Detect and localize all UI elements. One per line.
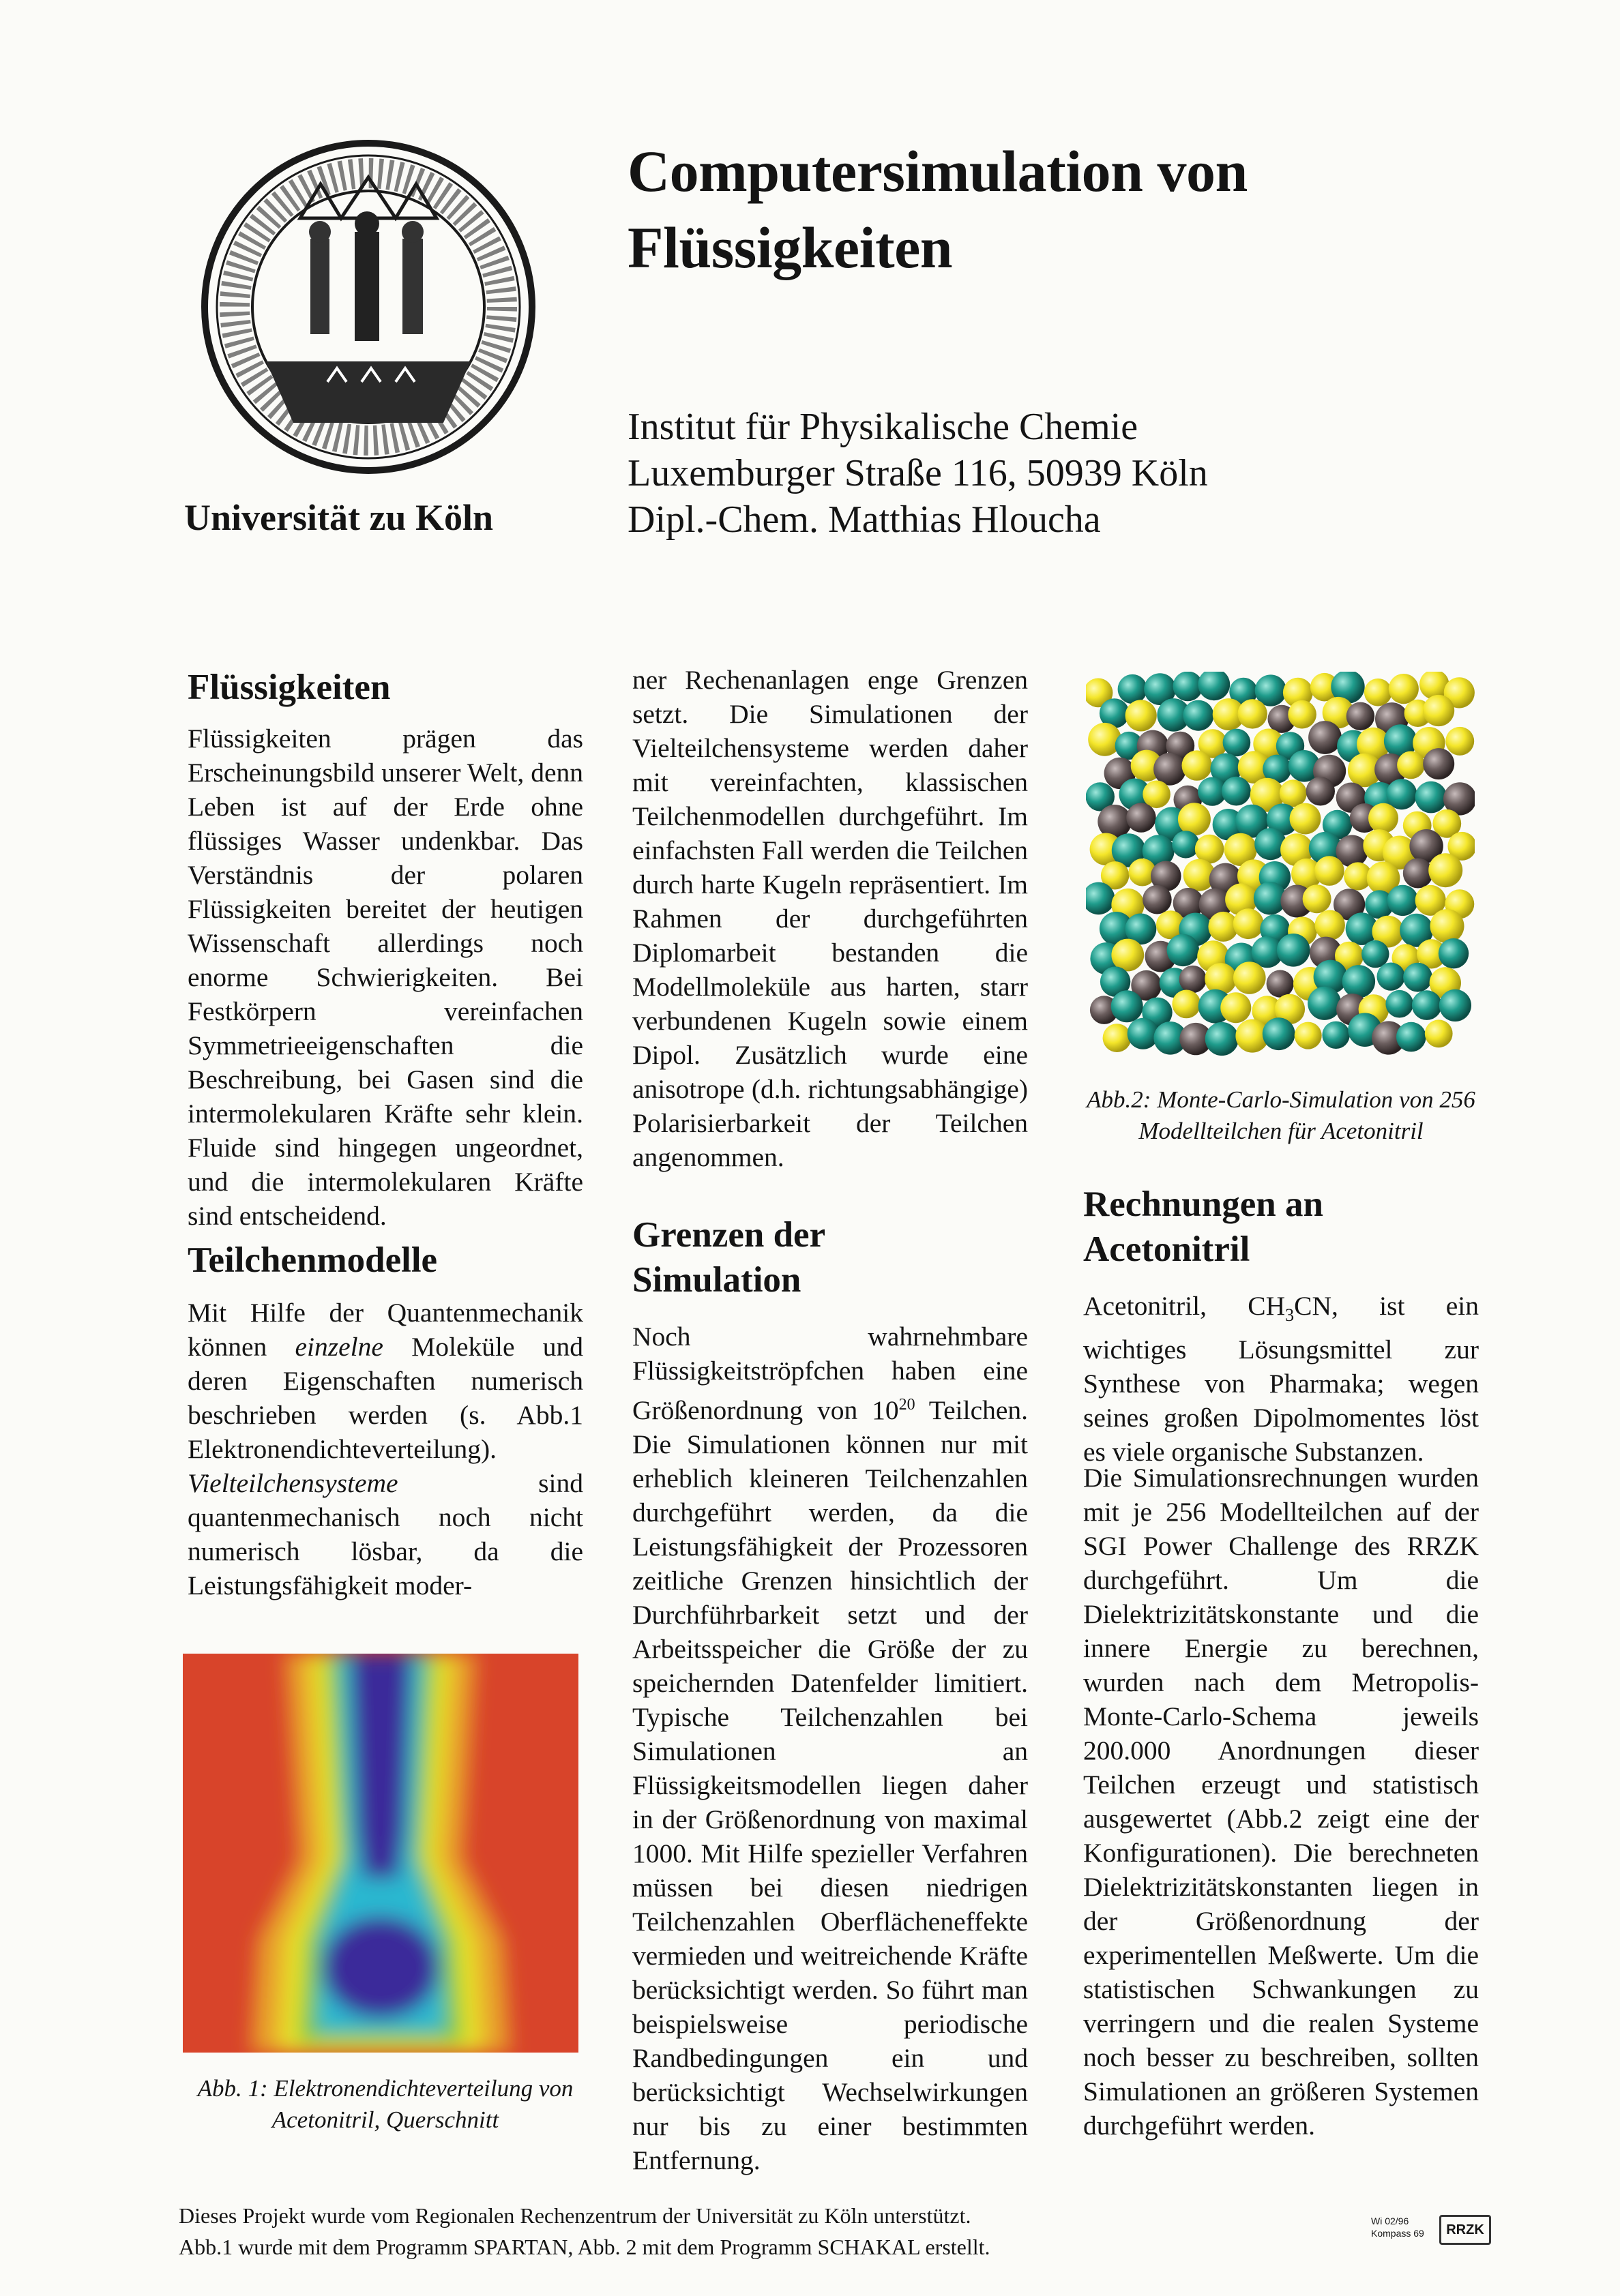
particle-sphere bbox=[1361, 940, 1389, 968]
particle-sphere bbox=[1178, 803, 1211, 835]
particle-sphere bbox=[1368, 803, 1398, 833]
particle-sphere bbox=[1167, 934, 1199, 966]
particle-sphere bbox=[1263, 1017, 1295, 1050]
text-run: sind quantenmechanisch noch nicht numerisch lösbar, da die Leistungsfähigkeit moder- bbox=[188, 1468, 583, 1600]
particle-sphere bbox=[1342, 965, 1375, 998]
particle-sphere bbox=[1153, 753, 1186, 786]
particle-sphere bbox=[1111, 990, 1143, 1022]
heading-teilchenmodelle: Teilchenmodelle bbox=[188, 1240, 438, 1280]
particle-sphere bbox=[1346, 702, 1374, 730]
particle-sphere bbox=[1182, 750, 1212, 780]
electron-density-figure bbox=[183, 1654, 578, 2053]
particle-sphere bbox=[1306, 777, 1335, 805]
subscript: 3 bbox=[1285, 1304, 1295, 1325]
text-run: Noch wahrnehmbare Flüssigkeitströpfchen haben eine Größenordnung von 10 bbox=[632, 1322, 1028, 1426]
particle-sphere bbox=[1172, 990, 1201, 1019]
paragraph-fluessigkeiten: Flüssigkeiten prägen das Erscheinungsbild unserer Welt, denn Leben ist auf der Erde ohne flüssiges Wasser undenkbar. Das Verständnis der polaren Flüssigkeiten bereitet der heutigen Wissenschaft allerdings noch enorme Schwierigkeiten. Bei Festkörpern vereinfachen Symmetrieeigenschaften die Beschreibung, bei Gasen sind die intermolekularen Kräfte sehr klein. Fluide sind hingegen ungeordnet, und die intermolekularen Kräfte sind entscheidend. bbox=[188, 724, 583, 1231]
text-run: Moleküle und deren Eigenschaften numerisch beschrieben werden (s. Abb.1 Elektronendichteverteilung). bbox=[188, 1332, 583, 1464]
particle-sphere bbox=[1205, 1022, 1239, 1056]
footer bbox=[179, 2200, 1202, 2263]
particle-sphere bbox=[1277, 934, 1310, 967]
paragraph-teilchenmodelle-cont: ner Rechenanlagen enge Grenzen setzt. Die Simulationen der Vielteilchensysteme werden daher mit vereinfachten, klassischen Teilchenmodellen durchgeführt. Im einfachsten Fall werden die Teilchen durch harte Kugeln repräsentiert. Im Rahmen der durchgeführten Diplomarbeit bestanden die Modellmoleküle aus harten, starr verbundenen Kugeln sowie einem Dipol. Zusätzlich wurde eine anisotrope (d.h. richtungsabhängige) Polarisierbarkeit der Teilchen angenommen. bbox=[632, 665, 1029, 1172]
particle-sphere bbox=[1233, 961, 1266, 994]
text-run: Teilchen. Die Simulationen können nur mit erheblich kleineren Teilchenzahlen durchgeführt werden, da die Leistungsfähigkeit der Prozessoren zeitliche Grenzen hinsichtlich der Durchführbarkeit setzt und der Arbeitsspeicher die Größe der zu speichernden Datenfelder limitiert. Typische Teilchenzahlen bei Simulationen an Flüssigkeitsmodellen liegen daher in der Größenordnung von maximal 1000. Mit Hilfe spezieller Verfahren müssen bei diesen niedrigen Teilchenzahlen Oberflächeneffekte vermieden und weitreichende Kräfte berücksichtigt werden. So führt man beispielsweise periodische Randbedingungen ein und berücksichtigt Wechselwirkungen nur bis zu einer bestimmten Entfernung. bbox=[632, 1395, 1029, 2176]
particle-sphere bbox=[1172, 831, 1199, 858]
particle-sphere bbox=[1389, 674, 1419, 704]
particle-sphere bbox=[1423, 748, 1454, 779]
heading-line: Acetonitril bbox=[1083, 1229, 1250, 1269]
particle-sphere bbox=[1103, 1024, 1132, 1052]
text-run: CN, ist ein wichtiges Lösungsmittel zur Synthese von Pharmaka; wegen seines großen Dipolmomentes löst es viele organische Substanzen. bbox=[1083, 1291, 1479, 1467]
particle-sphere bbox=[1288, 700, 1316, 729]
particle-sphere bbox=[1126, 803, 1155, 832]
paragraph-acetonitril bbox=[1083, 1289, 1479, 1469]
particle-sphere bbox=[1439, 989, 1471, 1022]
text-run-italic: einzelne bbox=[295, 1332, 383, 1362]
paragraph-teilchenmodelle bbox=[188, 1296, 583, 1602]
university-name: Universität zu Köln bbox=[184, 497, 493, 538]
particle-sphere bbox=[1280, 779, 1307, 807]
particle-sphere bbox=[1205, 963, 1237, 995]
print-tag-line: Kompass 69 bbox=[1371, 2228, 1424, 2239]
particle-sphere bbox=[1314, 856, 1344, 886]
particle-sphere bbox=[1403, 963, 1432, 992]
particle-sphere bbox=[1412, 990, 1442, 1020]
institute-name: Institut für Physikalische Chemie bbox=[628, 406, 1138, 448]
particle-sphere bbox=[1183, 700, 1213, 731]
title-line-1: Computersimulation von bbox=[628, 138, 1248, 204]
heading-line: Rechnungen an bbox=[1083, 1184, 1323, 1224]
particle-sphere bbox=[1423, 695, 1454, 726]
text-run: Acetonitril, CH bbox=[1083, 1291, 1286, 1321]
text-run: Mit Hilfe der Quantenmechanik können bbox=[188, 1298, 583, 1362]
particle-sphere bbox=[1364, 679, 1392, 706]
particle-sphere bbox=[1415, 781, 1447, 814]
particle-sphere bbox=[1303, 884, 1331, 913]
heading-rechnungen bbox=[1083, 1182, 1479, 1272]
author-name: Dipl.-Chem. Matthias Hloucha bbox=[628, 498, 1101, 541]
particle-sphere bbox=[1428, 853, 1462, 887]
university-seal-icon bbox=[198, 136, 539, 477]
particle-sphere bbox=[1396, 1022, 1426, 1052]
page-title bbox=[628, 133, 1514, 286]
particle-sphere bbox=[1143, 885, 1172, 914]
particle-sphere bbox=[1295, 1022, 1322, 1049]
institute-block bbox=[628, 404, 1514, 543]
particle-sphere bbox=[1111, 939, 1144, 972]
paragraph-grenzen bbox=[632, 1320, 1028, 2177]
footer-line-1: Dieses Projekt wurde vom Regionalen Rechenzentrum der Universität zu Köln unterstützt. bbox=[179, 2203, 971, 2228]
particle-sphere bbox=[1238, 699, 1267, 728]
superscript: 20 bbox=[898, 1396, 915, 1414]
particle-sphere bbox=[1308, 721, 1342, 754]
particle-sphere bbox=[1233, 908, 1264, 939]
print-tag bbox=[1371, 2215, 1436, 2239]
heading-grenzen bbox=[632, 1212, 1028, 1302]
particle-sphere bbox=[1222, 777, 1251, 806]
particle-sphere bbox=[1387, 885, 1418, 916]
print-tag-line: Wi 02/96 bbox=[1371, 2216, 1409, 2226]
caption-abb-2: Abb.2: Monte-Carlo-Simulation von 256 Modellteilchen für Acetonitril bbox=[1087, 1086, 1475, 1144]
particle-sphere bbox=[1430, 909, 1464, 943]
monte-carlo-figure bbox=[1086, 672, 1475, 1060]
caption-abb-1: Abb. 1: Elektronendichteverteilung von Acetonitril, Querschnitt bbox=[197, 2075, 574, 2133]
particle-sphere bbox=[1385, 990, 1413, 1018]
particle-sphere bbox=[1267, 970, 1294, 998]
rrzk-logo: RRZK bbox=[1439, 2215, 1491, 2245]
particle-sphere bbox=[1308, 987, 1341, 1020]
title-line-2: Flüssigkeiten bbox=[628, 215, 953, 280]
particle-sphere bbox=[1403, 859, 1433, 889]
footer-line-2: Abb.1 wurde mit dem Programm SPARTAN, Abb. 2 mit dem Programm SCHAKAL erstellt. bbox=[179, 2235, 990, 2259]
particle-sphere bbox=[1118, 674, 1147, 704]
text-run-italic: Vielteilchensysteme bbox=[188, 1468, 398, 1498]
particle-sphere bbox=[1425, 1019, 1453, 1047]
heading-line: Grenzen der bbox=[632, 1215, 826, 1255]
particle-sphere bbox=[1143, 781, 1170, 809]
particle-sphere bbox=[1322, 1022, 1349, 1049]
particle-sphere bbox=[1377, 963, 1405, 991]
particle-sphere bbox=[1439, 938, 1469, 968]
particle-sphere bbox=[1445, 727, 1474, 756]
particle-sphere bbox=[1386, 779, 1417, 809]
particle-sphere bbox=[1128, 1018, 1159, 1049]
particle-sphere bbox=[1397, 751, 1425, 779]
particle-sphere bbox=[1125, 700, 1157, 731]
heading-fluessigkeiten: Flüssigkeiten bbox=[188, 668, 391, 707]
paragraph-simulationsrechnungen: Die Simulationsrechnungen wurden mit je 256 Modellteilchen auf der SGI Power Challenge des RRZK durchgeführt. Um die Dielektrizitätskonstante und die innere Energie zu berechnen, wurden nach dem Metropolis-Monte-Carlo-Schema jeweils 200.000 Anordnungen dieser Teilchen erzeugt und statistisch ausgewertet (Abb.2 zeigt eine der Konfigurationen). Die berechneten Dielektrizitätskonstanten liegen in der Größenordnung der experimentellen Meßwerte. Um die statistischen Schwankungen zu verringern und die realen Systeme noch besser zu beschreiben, sollten Simulationen an größeren Systemen durchgeführt werden. bbox=[1083, 1463, 1479, 2141]
particle-sphere bbox=[1179, 966, 1207, 993]
heading-line: Simulation bbox=[632, 1260, 801, 1300]
particle-sphere bbox=[1290, 803, 1321, 835]
particle-sphere bbox=[1315, 910, 1345, 940]
institute-address: Luxemburger Straße 116, 50939 Köln bbox=[628, 452, 1208, 494]
particle-sphere bbox=[1223, 729, 1251, 757]
particle-sphere bbox=[1220, 992, 1251, 1023]
